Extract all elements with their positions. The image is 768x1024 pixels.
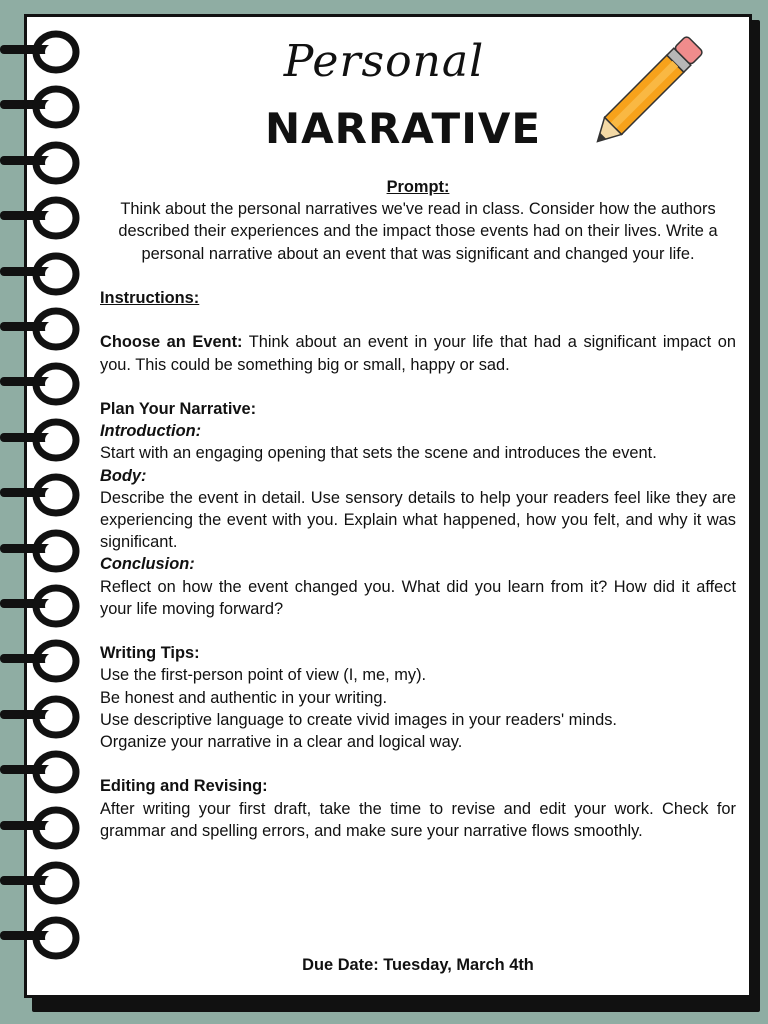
spiral-ring-icon [0,695,82,741]
conclusion-text: Reflect on how the event changed you. What did you learn from it? How did it affect your life moving forward? [100,577,736,618]
choose-event-text: Think about an event in your life that had a significant impact on you. This could be something big or small, happy or sad. [100,333,736,374]
pencil-icon [588,30,706,154]
choose-event-label: Choose an Event: [100,333,243,352]
body-label: Body: [100,466,147,485]
writing-tip: Organize your narrative in a clear and logical way. [100,733,463,752]
spiral-ring-icon [0,362,82,408]
assignment-content [100,176,736,842]
writing-tip: Use descriptive language to create vivid images in your readers' minds. [100,710,617,729]
plan-heading: Plan Your Narrative: [100,399,257,418]
conclusion-label: Conclusion: [100,555,195,574]
body-text: Describe the event in detail. Use sensory details to help your readers feel like they are experiencing the event with you. Explain what happened, how you felt, and why it was significant. [100,488,736,552]
title-script: Personal [283,36,485,87]
spiral-ring-icon [0,529,82,575]
prompt-text: Think about the personal narratives we've read in class. Consider how the authors described their experiences and the impact those events had on their lives. Write a personal narrative about an event that was significant and changed your life. [118,200,718,263]
editing-text: After writing your first draft, take the time to revise and edit your work. Check for grammar and spelling errors, and make sure your narrative flows smoothly. [100,799,736,840]
spiral-ring-icon [0,750,82,796]
page-title: NARRATIVE [264,104,542,153]
spiral-ring-icon [0,418,82,464]
writing-tip: Use the first-person point of view (I, me, my). [100,666,427,685]
spiral-ring-icon [0,861,82,907]
spiral-ring-icon [0,473,82,519]
spiral-ring-icon [0,806,82,852]
spiral-ring-icon [0,196,82,242]
instructions-heading: Instructions: [100,289,200,307]
introduction-label: Introduction: [100,422,202,441]
choose-event-paragraph [100,331,736,375]
prompt-section [100,176,736,265]
spiral-ring-icon [0,252,82,298]
due-date: Due Date: Tuesday, March 4th [302,956,534,974]
spiral-ring-icon [0,584,82,630]
editing-heading: Editing and Revising: [100,777,268,796]
introduction-text: Start with an engaging opening that sets the scene and introduces the event. [100,444,657,463]
writing-tip: Be honest and authentic in your writing. [100,688,388,707]
spiral-ring-icon [0,639,82,685]
spiral-ring-icon [0,307,82,353]
prompt-heading: Prompt: [386,178,450,196]
writing-tips-heading: Writing Tips: [100,644,200,663]
